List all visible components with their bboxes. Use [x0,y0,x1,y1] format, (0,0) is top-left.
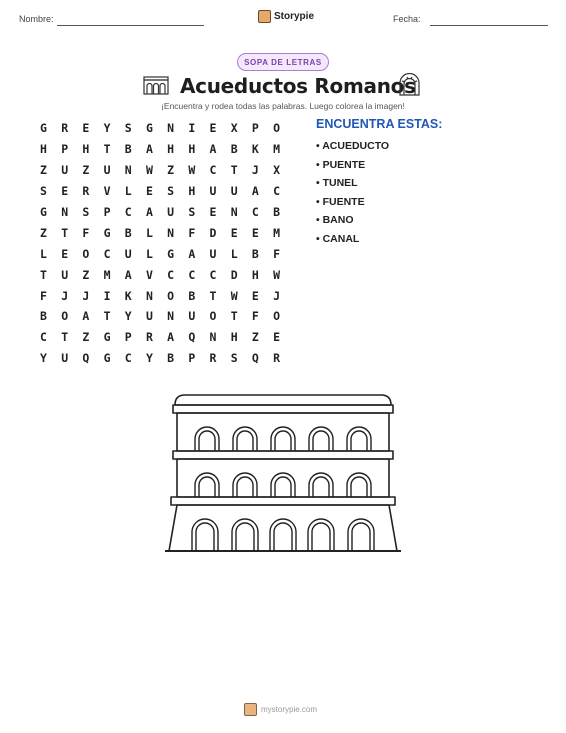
grid-letter[interactable]: S [230,351,238,366]
grid-letter[interactable]: T [103,142,111,157]
grid-letter[interactable]: E [145,184,153,199]
grid-letter[interactable]: G [40,121,47,136]
date-label: Fecha: [393,14,421,24]
grid-letter[interactable]: N [209,330,217,345]
grid-letter[interactable]: G [103,351,111,366]
grid-letter[interactable]: B [124,142,132,157]
grid-letter[interactable]: N [167,121,175,136]
arch-inner [313,431,329,451]
instructions: ¡Encuentra y rodea todas las palabras. Luego colorea la imagen! [161,101,405,111]
grid-letter[interactable]: K [251,142,259,157]
grid-letter[interactable]: C [251,205,259,219]
grid-letter[interactable]: A [251,184,259,199]
grid-letter[interactable]: U [124,246,132,261]
grid-letter[interactable]: G [103,330,111,345]
grid-letter[interactable]: F [273,246,280,261]
grid-letter[interactable]: R [145,330,153,345]
grid-letter[interactable]: Q [82,351,90,366]
arch-inner [199,431,215,451]
grid-letter[interactable]: E [61,246,69,261]
grid-letter[interactable]: Z [82,330,90,345]
grid-letter[interactable]: J [273,288,280,303]
storypie-logo-icon [244,703,257,716]
grid-letter[interactable]: K [124,288,132,303]
grid-letter[interactable]: O [167,288,175,303]
grid-letter[interactable]: C [40,330,47,345]
grid-letter[interactable]: U [61,163,69,178]
tunnel-arch-icon [399,73,420,96]
grid-letter[interactable]: T [40,267,47,282]
grid-letter[interactable]: V [145,267,153,282]
grid-letter[interactable]: W [273,267,280,282]
arch-inner [313,477,329,497]
grid-letter[interactable]: Z [40,225,47,240]
aqueduct-icon [143,75,169,95]
grid-letter[interactable]: S [82,205,90,219]
grid-letter[interactable]: W [230,288,238,303]
arch-inner [236,523,254,551]
grid-letter[interactable]: B [251,246,259,261]
grid-letter[interactable]: Y [124,309,132,324]
grid-letter[interactable]: N [145,288,153,303]
arch-inner [275,431,291,451]
grid-letter[interactable]: F [40,288,47,303]
grid-letter[interactable]: I [103,288,111,303]
word-list-item: • CANAL [316,232,360,245]
grid-letter[interactable]: W [145,163,153,178]
arch-inner [274,523,292,551]
grid-letter[interactable]: N [124,163,132,178]
activity-badge: SOPA DE LETRAS [237,53,329,71]
grid-letter[interactable]: P [61,142,69,157]
arch-inner [237,431,253,451]
grid-letter[interactable]: J [251,163,259,178]
grid-letter[interactable]: R [61,121,69,136]
grid-letter[interactable]: F [251,309,259,324]
storypie-logo-icon [258,10,271,23]
grid-letter[interactable]: A [82,309,90,324]
grid-letter[interactable]: B [273,205,280,219]
grid-letter[interactable]: A [167,330,175,345]
grid-letter[interactable]: F [82,225,90,240]
grid-letter[interactable]: B [124,225,132,240]
grid-letter[interactable]: S [40,184,47,199]
grid-letter[interactable]: U [145,309,153,324]
grid-letter[interactable]: H [167,142,175,157]
grid-letter[interactable]: L [145,225,153,240]
grid-letter[interactable]: C [209,267,217,282]
grid-letter[interactable]: B [40,309,47,324]
grid-letter[interactable]: W [188,163,196,178]
grid-letter[interactable]: B [188,288,196,303]
arch-inner [196,523,214,551]
arch-inner [312,523,330,551]
grid-letter[interactable]: O [82,246,90,261]
word-list-item: • ACUEDUCTO [316,140,390,152]
grid-letter[interactable]: H [230,330,238,345]
grid-letter[interactable]: C [209,163,217,178]
word-search-grid[interactable] [38,118,292,369]
word-list-item: • FUENTE [316,195,365,208]
grid-letter[interactable]: A [145,205,153,219]
grid-letter[interactable]: Y [145,351,153,366]
grid-letter[interactable]: C [167,267,175,282]
arch-inner [275,477,291,497]
word-list-title: ENCUENTRA ESTAS: [316,117,443,131]
word-list-item: • TUNEL [316,177,358,190]
date-field[interactable] [430,25,548,26]
grid-letter[interactable]: Y [40,351,47,366]
grid-letter[interactable]: U [103,163,111,178]
grid-letter[interactable]: F [188,225,196,240]
grid-letter[interactable]: H [82,142,90,157]
grid-letter[interactable]: A [124,267,132,282]
grid-letter[interactable]: M [103,267,111,282]
word-list-item: • PUENTE [316,158,366,171]
grid-letter[interactable]: G [145,121,153,136]
grid-letter[interactable]: E [61,184,69,199]
arch-inner [351,431,367,451]
grid-letter[interactable]: C [188,267,196,282]
grid-letter[interactable]: N [167,309,175,324]
grid-letter[interactable]: U [209,246,217,261]
grid-letter[interactable]: Z [251,330,259,345]
grid-letter[interactable]: P [188,351,196,366]
grid-letter[interactable]: E [273,330,280,345]
grid-letter[interactable]: S [188,205,196,219]
grid-letter[interactable]: E [82,121,90,136]
grid-letter[interactable]: N [230,205,238,219]
grid-letter[interactable]: Q [188,330,196,345]
grid-letter[interactable]: A [188,246,196,261]
grid-letter[interactable]: H [251,267,259,282]
grid-letter[interactable]: U [188,309,196,324]
grid-letter[interactable]: G [167,246,175,261]
word-list [316,137,389,249]
grid-letter[interactable]: S [124,121,132,136]
grid-letter[interactable]: N [167,225,175,240]
grid-letter[interactable]: E [251,288,259,303]
grid-letter[interactable]: S [167,184,175,199]
grid-letter[interactable]: O [273,121,280,136]
grid-letter[interactable]: D [209,225,217,240]
grid-letter[interactable]: C [124,205,132,219]
grid-letter[interactable]: P [103,205,111,219]
grid-letter[interactable]: R [209,351,217,366]
grid-letter[interactable]: I [188,121,196,136]
grid-letter[interactable]: Q [251,351,259,366]
grid-letter[interactable]: V [103,184,111,199]
grid-letter[interactable]: Z [82,163,90,178]
grid-letter[interactable]: A [145,142,153,157]
brand [258,10,314,23]
grid-letter[interactable]: L [230,246,238,261]
footer-url[interactable]: mystorypie.com [261,705,318,714]
grid-letter[interactable]: R [273,351,280,366]
grid-letter[interactable]: U [167,205,175,219]
grid-letter[interactable]: O [61,309,69,324]
grid-letter[interactable]: U [61,351,69,366]
grid-letter[interactable]: D [230,267,238,282]
grid-letter[interactable]: G [40,205,47,219]
grid-letter[interactable]: Z [82,267,90,282]
brand-name: Storypie [274,11,315,22]
grid-letter[interactable]: Z [167,163,175,178]
grid-letter[interactable]: U [209,184,217,199]
grid-letter[interactable]: A [209,142,217,157]
grid-letter[interactable]: T [61,225,69,240]
grid-letter[interactable]: T [230,309,238,324]
grid-letter[interactable]: T [103,309,111,324]
arch-inner [237,477,253,497]
grid-letter[interactable]: X [273,163,280,178]
name-label: Nombre: [19,14,54,24]
grid-letter[interactable]: L [40,246,47,261]
grid-letter[interactable]: O [209,309,217,324]
grid-letter[interactable]: O [273,309,280,324]
grid-letter[interactable]: R [82,184,90,199]
grid-letter[interactable]: G [103,225,111,240]
grid-letter[interactable]: J [61,288,69,303]
page-title: Acueductos Romanos [180,74,416,98]
grid-letter[interactable]: J [82,288,90,303]
grid-letter[interactable]: P [124,330,132,345]
word-list-item: • BANO [316,214,354,227]
grid-letter[interactable]: M [273,225,280,240]
grid-letter[interactable]: H [188,184,196,199]
grid-letter[interactable]: U [230,184,238,199]
grid-letter[interactable]: E [230,225,238,240]
grid-letter[interactable]: H [40,142,47,157]
grid-letter[interactable]: E [251,225,259,240]
grid-letter[interactable]: C [124,351,132,366]
grid-letter[interactable]: U [61,267,69,282]
arch-inner [351,477,367,497]
footer [244,703,317,716]
grid-letter[interactable]: C [103,246,111,261]
grid-letter[interactable]: B [167,351,175,366]
grid-letter[interactable]: Y [103,121,111,136]
grid-letter[interactable]: T [230,163,238,178]
grid-letter[interactable]: L [145,246,153,261]
name-field[interactable] [57,25,204,26]
grid-letter[interactable]: E [209,205,217,219]
grid-letter[interactable]: B [230,142,238,157]
grid-letter[interactable]: C [273,184,280,199]
grid-letter[interactable]: Z [40,163,47,178]
grid-letter[interactable]: E [209,121,217,136]
grid-letter[interactable]: X [230,121,238,136]
grid-letter[interactable]: N [61,205,69,219]
arch-inner [352,523,370,551]
grid-letter[interactable]: L [124,184,132,199]
grid-letter[interactable]: T [209,288,217,303]
aqueduct-coloring-image[interactable] [163,393,403,555]
arch-inner [199,477,215,497]
grid-letter[interactable]: H [188,142,196,157]
grid-letter[interactable]: P [251,121,259,136]
grid-letter[interactable]: M [273,142,280,157]
grid-letter[interactable]: T [61,330,69,345]
